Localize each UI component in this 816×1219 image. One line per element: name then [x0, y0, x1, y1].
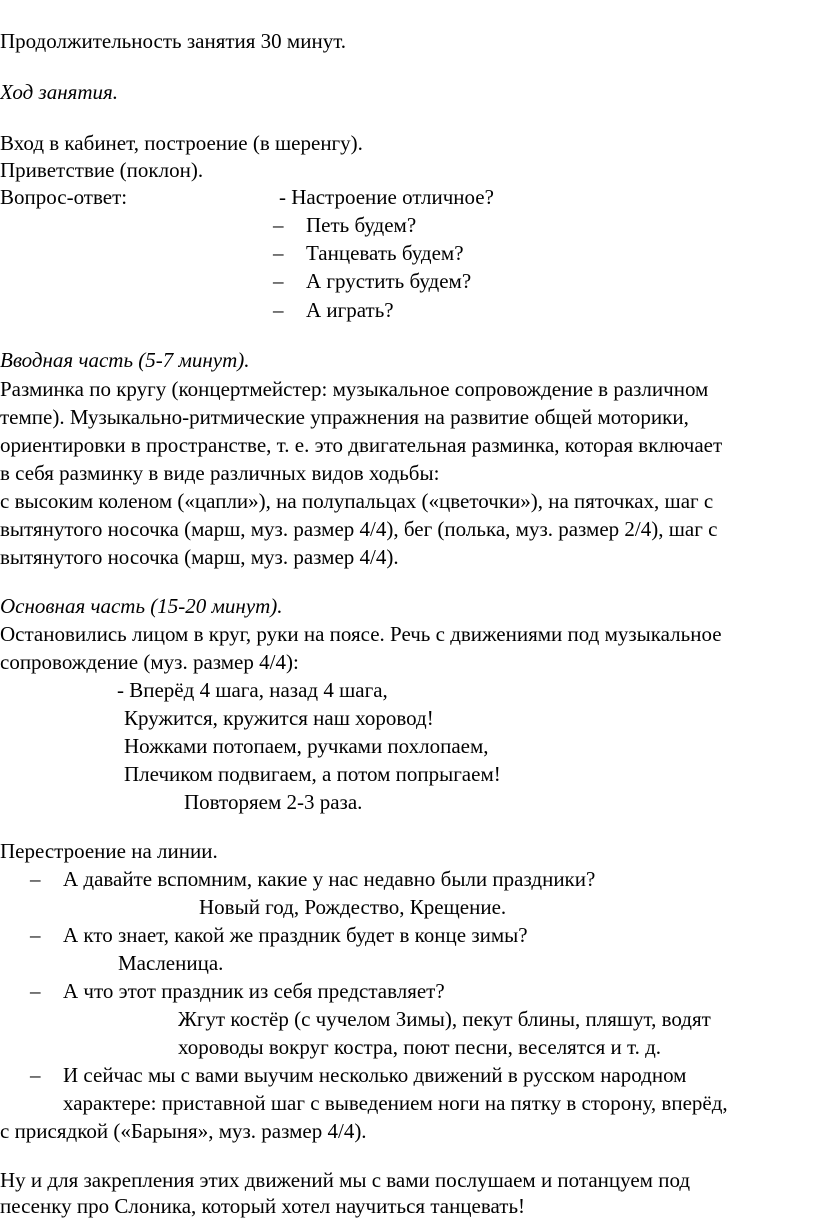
intro-line: ориентировки в пространстве, т. е. это двигательная разминка, которая включает: [0, 433, 723, 457]
list-dash: –: [30, 1063, 41, 1087]
final-line: Ну и для закрепления этих движений мы с вами послушаем и потанцуем под: [0, 1168, 691, 1192]
duration-line: Продолжительность занятия 30 минут.: [0, 29, 347, 53]
list-dash: –: [30, 867, 41, 891]
qa-item: А играть?: [306, 298, 394, 322]
dialog-answer: Масленица.: [118, 951, 224, 975]
main-line: Остановились лицом в круг, руки на поясе. Речь с движениями под музыкальное: [0, 622, 722, 646]
qa-label: Вопрос-ответ:: [0, 185, 128, 209]
dialog-question: А кто знает, какой же праздник будет в конце зимы?: [63, 923, 528, 947]
course-heading: Ход занятия.: [0, 80, 119, 104]
entry-line: Вход в кабинет, построение (в шеренгу).: [0, 131, 363, 155]
main-line: сопровождение (муз. размер 4/4):: [0, 650, 299, 674]
list-dash: –: [273, 213, 284, 237]
main-heading: Основная часть (15-20 минут).: [0, 594, 283, 618]
dialog-question-cont: с присядкой («Барыня», муз. размер 4/4).: [0, 1119, 367, 1143]
list-dash: –: [30, 979, 41, 1003]
intro-line: темпе). Музыкально-ритмические упражнения на развитие общей моторики,: [0, 405, 689, 429]
intro-line: в себя разминку в виде различных видов ходьбы:: [0, 461, 440, 485]
rebuild-line: Перестроение на линии.: [0, 839, 218, 863]
dialog-question: И сейчас мы с вами выучим несколько движений в русском народном: [63, 1063, 687, 1087]
dialog-answer: хороводы вокруг костра, поют песни, веселятся и т. д.: [178, 1035, 662, 1059]
final-line: песенку про Слоника, который хотел научиться танцевать!: [0, 1194, 526, 1218]
qa-item: А грустить будем?: [306, 269, 472, 293]
dialog-question-cont: характере: приставной шаг с выведением ноги на пятку в сторону, вперёд,: [63, 1091, 728, 1115]
intro-line: вытянутого носочка (марш, муз. размер 4/4).: [0, 545, 399, 569]
intro-heading: Вводная часть (5-7 минут).: [0, 348, 250, 372]
qa-item: Петь будем?: [306, 213, 417, 237]
dialog-answer: Новый год, Рождество, Крещение.: [199, 895, 507, 919]
list-dash: –: [30, 923, 41, 947]
verse-line: - Вперёд 4 шага, назад 4 шага,: [117, 678, 388, 702]
verse-line: Кружится, кружится наш хоровод!: [124, 706, 434, 730]
dialog-answer: Жгут костёр (с чучелом Зимы), пекут блины, пляшут, водят: [178, 1007, 711, 1031]
verse-line: Плечиком подвигаем, а потом попрыгаем!: [124, 762, 501, 786]
qa-item: Танцевать будем?: [306, 241, 464, 265]
list-dash: –: [273, 298, 284, 322]
list-dash: –: [273, 241, 284, 265]
repeat-line: Повторяем 2-3 раза.: [184, 790, 363, 814]
intro-line: вытянутого носочка (марш, муз. размер 4/4), бег (полька, муз. размер 2/4), шаг с: [0, 517, 718, 541]
intro-line: с высоким коленом («цапли»), на полупальцах («цветочки»), на пяточках, шаг с: [0, 489, 714, 513]
list-dash: –: [273, 269, 284, 293]
intro-line: Разминка по кругу (концертмейстер: музыкальное сопровождение в различном: [0, 377, 709, 401]
dialog-question: А давайте вспомним, какие у нас недавно были праздники?: [63, 867, 596, 891]
verse-line: Ножками потопаем, ручками похлопаем,: [124, 734, 489, 758]
qa-first-item: - Настроение отличное?: [279, 185, 494, 209]
dialog-question: А что этот праздник из себя представляет?: [63, 979, 445, 1003]
greeting-line: Приветствие (поклон).: [0, 158, 204, 182]
